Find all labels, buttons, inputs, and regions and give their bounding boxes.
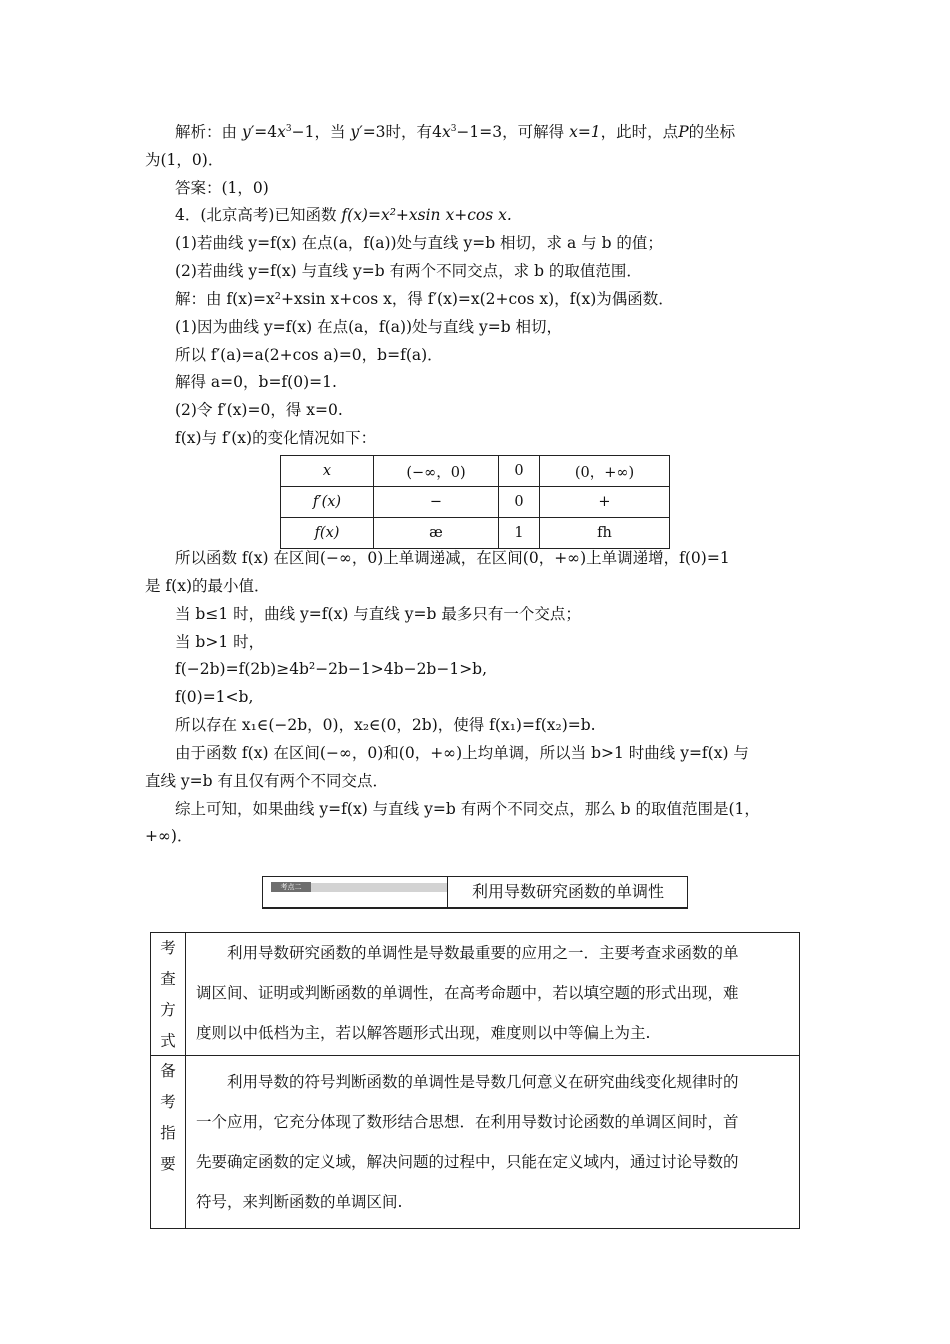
- solution-line: 当 b≤1 时，曲线 y=f(x) 与直线 y=b 最多只有一个交点；: [175, 605, 581, 623]
- solution-line: f(x)与 f′(x)的变化情况如下：: [175, 429, 377, 447]
- guide-text: 利用导数的符号判断函数的单调性是导数几何意义在研究曲线变化规律时的 一个应用，它充分体现了数形结合思想．在利用导数讨论函数的单调区间时，首 先要确定函数的定义域，解决问题的过程中，只能在定义域内，通过讨论导数的 符号，来判断函数的单调区间.: [196, 1073, 739, 1211]
- solution-line: f(0)=1<b,: [175, 688, 254, 706]
- solution-line: +∞)．: [145, 827, 193, 845]
- solution-line: 当 b>1 时，: [175, 633, 265, 651]
- guide-box: [150, 932, 800, 1229]
- problem-title: 4．(北京高考)已知函数 f(x)=x²+xsin x+cos x.: [175, 206, 512, 224]
- guide-text: 利用导数研究函数的单调性是导数最重要的应用之一．主要考查求函数的单 调区间、证明或判断函数的单调性，在高考命题中，若以填空题的形式出现，难 度则以中低档为主，若以解答题形式出现，难度则以中等偏上为主.: [196, 944, 739, 1042]
- solution-line: 是 f(x)的最小值．: [145, 577, 270, 595]
- guide-label: 考 查 方 式: [151, 933, 186, 1055]
- solution-line: 综上可知，如果曲线 y=f(x) 与直线 y=b 有两个不同交点，那么 b 的取值范围是(1，: [175, 800, 760, 818]
- table-row: f(x) æ 1 fh: [281, 518, 670, 549]
- solution-line: 所以函数 f(x) 在区间(−∞，0)上单调递减，在区间(0，+∞)上单调递增，f(0)=1: [175, 549, 730, 567]
- problem-q1: (1)若曲线 y=f(x) 在点(a，f(a))处与直线 y=b 相切，求 a 与 b 的值；: [175, 234, 663, 252]
- guide-label: 备 考 指 要: [151, 1056, 186, 1228]
- solution-line: 解：由 f(x)=x²+xsin x+cos x，得 f′(x)=x(2+cos x)，f(x)为偶函数．: [175, 290, 674, 308]
- table-row: f′(x) − 0 +: [281, 487, 670, 518]
- problem-q2: (2)若曲线 y=f(x) 与直线 y=b 有两个不同交点，求 b 的取值范围．: [175, 262, 642, 280]
- solution-line: (2)令 f′(x)=0，得 x=0.: [175, 401, 343, 419]
- section-header: [262, 876, 688, 909]
- answer: 答案：(1，0): [175, 179, 269, 197]
- section-title: 利用导数研究函数的单调性: [472, 882, 665, 901]
- solution-line: 所以 f′(a)=a(2+cos a)=0，b=f(a)．: [175, 346, 443, 364]
- solution-line: f(−2b)=f(2b)≥4b²−2b−1>4b−2b−1>b,: [175, 660, 488, 678]
- guide-row-prep: [151, 1056, 799, 1228]
- section-tag: 考点二: [271, 882, 311, 892]
- solution-line: 解得 a=0，b=f(0)=1.: [175, 373, 337, 391]
- section-divider: [447, 877, 448, 907]
- solution-line: 所以存在 x₁∈(−2b，0)，x₂∈(0，2b)，使得 f(x₁)=f(x₂)=b.: [175, 716, 596, 734]
- solution-line: (1)因为曲线 y=f(x) 在点(a，f(a))处与直线 y=b 相切，: [175, 318, 563, 336]
- solution-line: 由于函数 f(x) 在区间(−∞，0)和(0，+∞)上均单调，所以当 b>1 时曲线 y=f(x) 与: [175, 744, 749, 762]
- analysis-line-2: 为(1，0)．: [145, 151, 224, 169]
- solution-line: 直线 y=b 有且仅有两个不同交点．: [145, 772, 389, 790]
- analysis-line: 解析：由 $y'=4x^3-1$，当 y′=3时，有$4x^3-1=3$，可解得 x=1，此时，点P的坐标: [175, 123, 736, 141]
- guide-row-exam: [151, 933, 799, 1056]
- variation-table: [280, 455, 670, 549]
- table-row: x (−∞，0) 0 (0，+∞): [281, 456, 670, 487]
